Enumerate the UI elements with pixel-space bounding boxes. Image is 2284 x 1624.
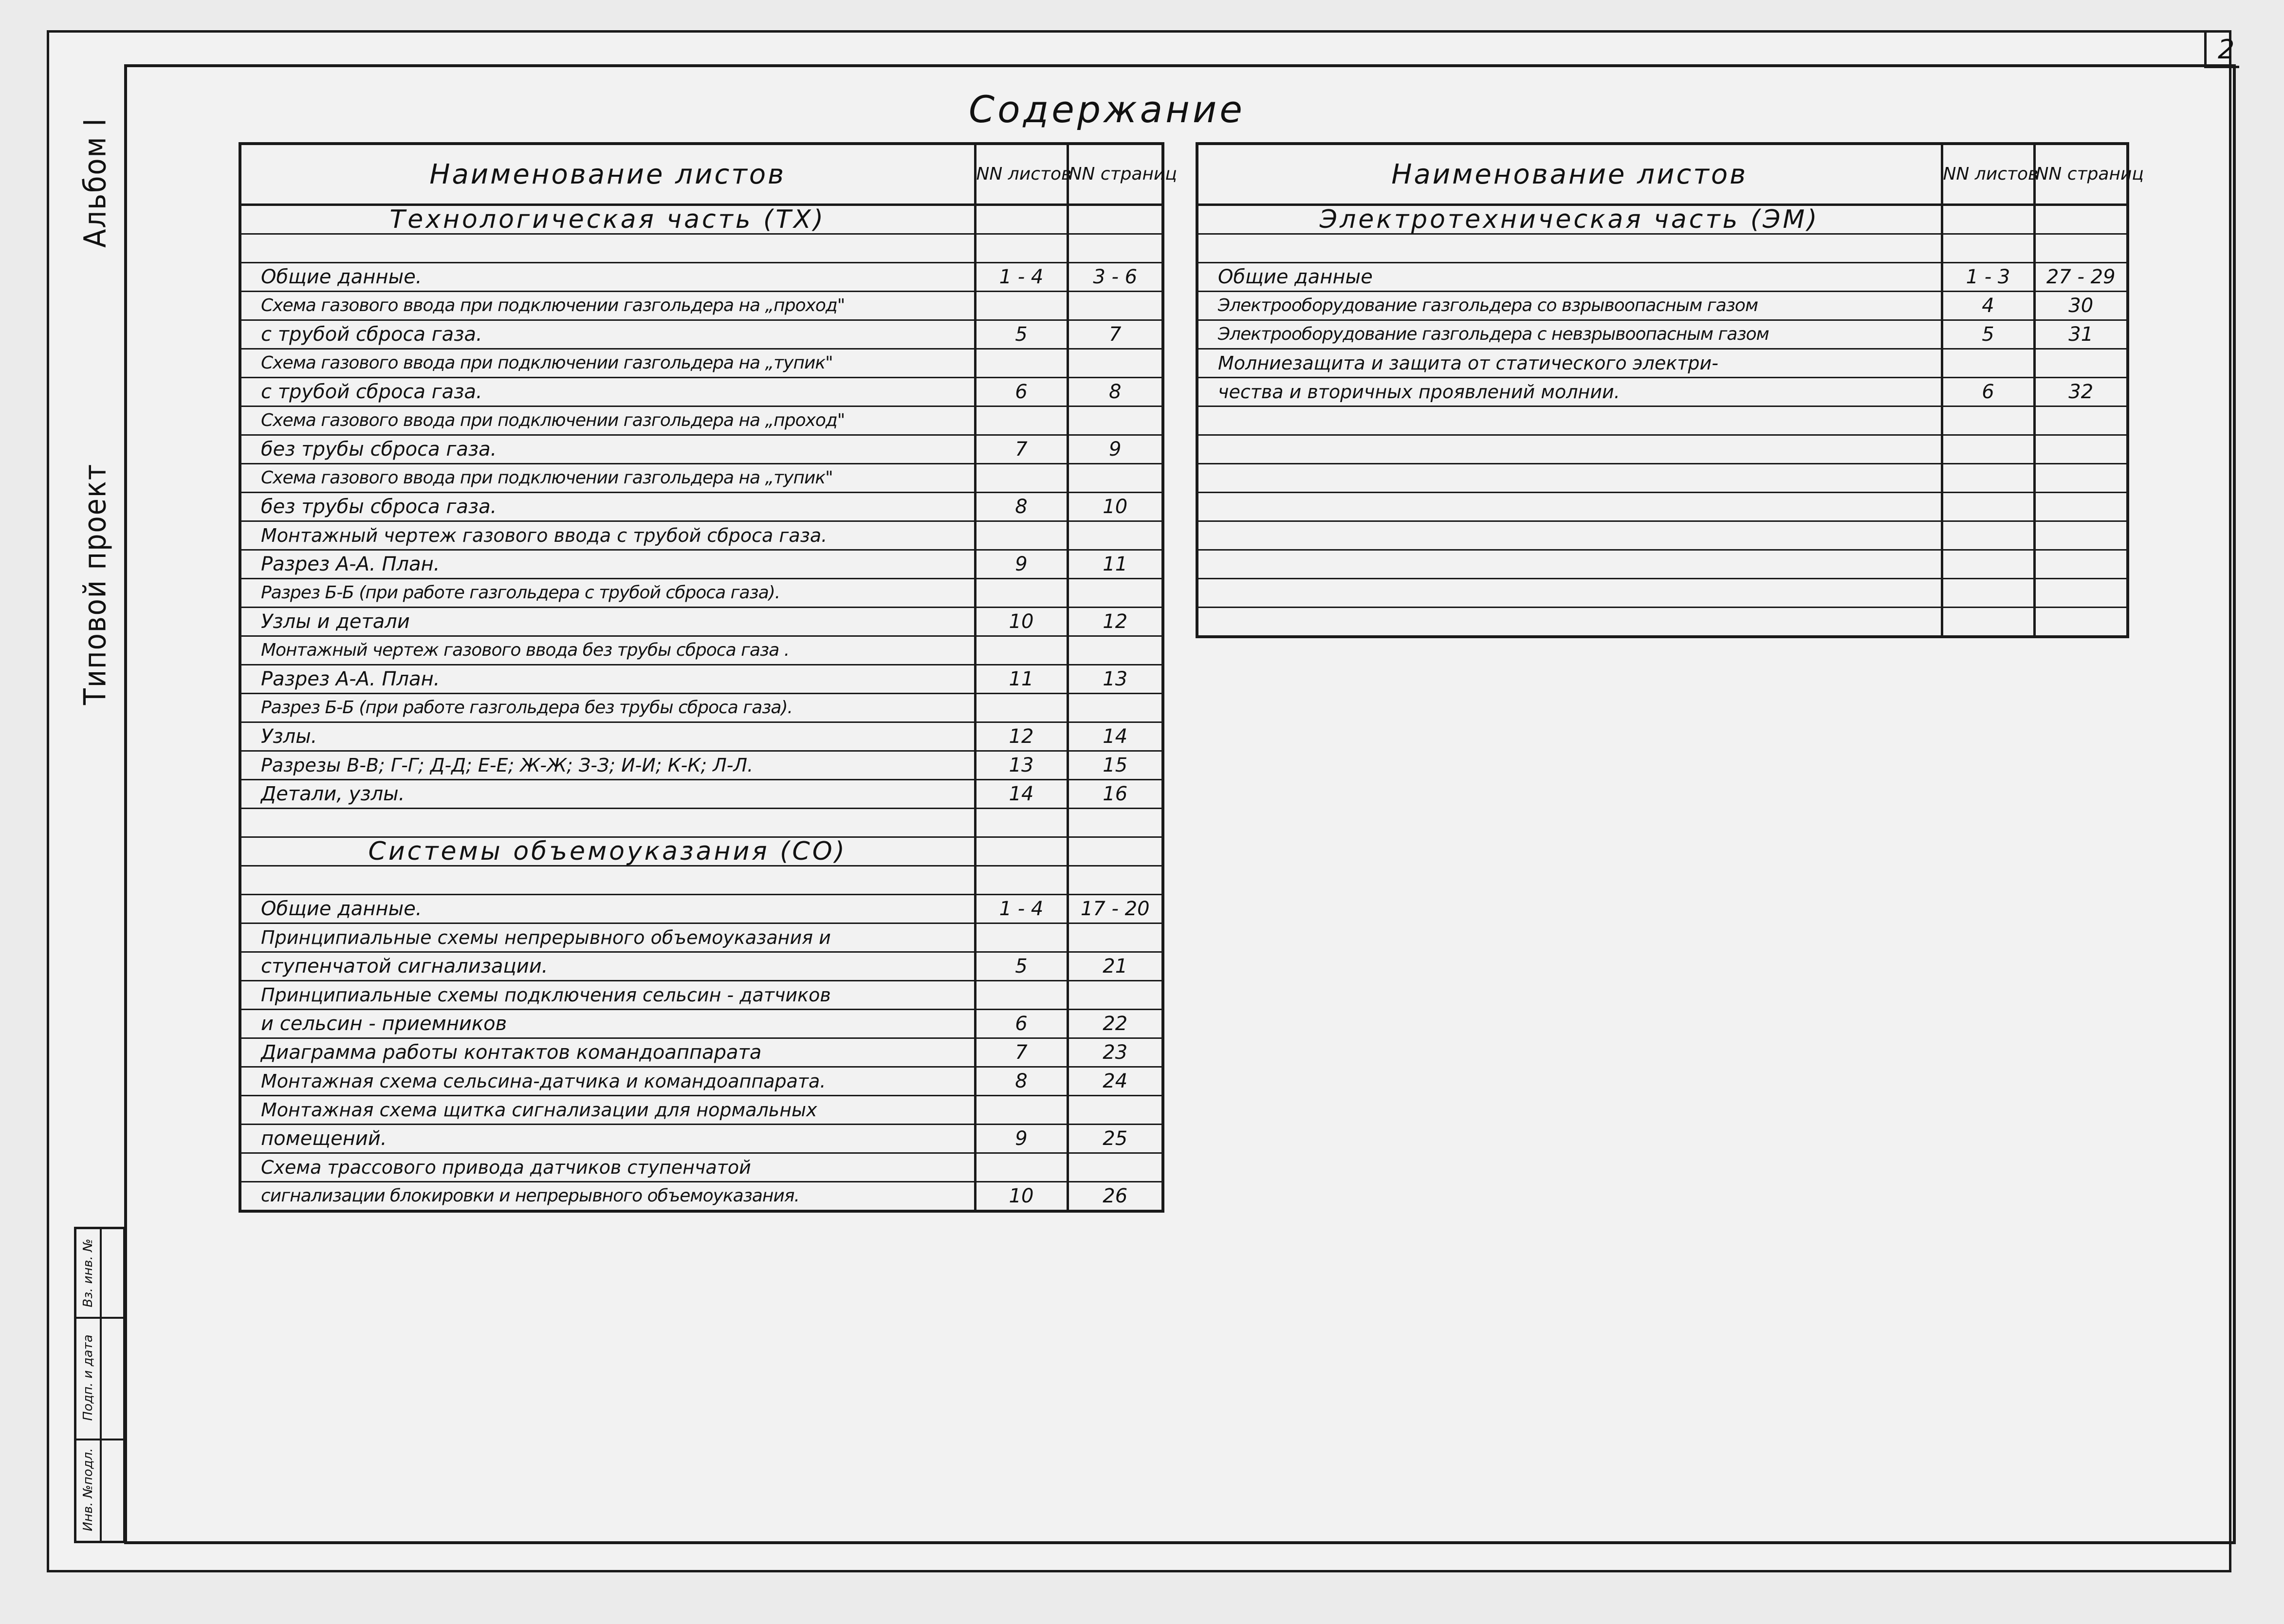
row-sheets: 6 xyxy=(975,1010,1068,1038)
table-row xyxy=(240,1067,1163,1096)
row-sheets xyxy=(1942,579,2034,608)
row-sheets xyxy=(1942,464,2034,493)
table-row xyxy=(240,464,1163,493)
header-name: Наименование листов xyxy=(240,144,975,205)
row-pages: 3 - 6 xyxy=(1068,263,1163,292)
table-row xyxy=(240,378,1163,406)
row-pages xyxy=(2034,435,2128,464)
row-sheets: 7 xyxy=(975,435,1068,464)
row-pages: 12 xyxy=(1068,608,1163,636)
table-row xyxy=(240,292,1163,320)
row-pages xyxy=(2034,406,2128,435)
blank-row xyxy=(1197,579,2128,608)
blank-row xyxy=(1197,550,2128,579)
row-sheets: 8 xyxy=(975,493,1068,521)
row-name xyxy=(1197,550,1942,579)
row-pages xyxy=(1068,292,1163,320)
row-name: без трубы сброса газа. xyxy=(240,435,975,464)
row-pages xyxy=(2034,464,2128,493)
row-sheets xyxy=(975,1096,1068,1125)
row-pages: 27 - 29 xyxy=(2034,263,2128,292)
row-sheets: 5 xyxy=(1942,320,2034,349)
row-pages: 30 xyxy=(2034,292,2128,320)
row-sheets xyxy=(975,809,1068,837)
approval-stamp xyxy=(74,1227,126,1543)
row-name: ступенчатой сигнализации. xyxy=(240,952,975,981)
row-name: Общие данные xyxy=(1197,263,1942,292)
row-name: Технологическая часть (ТХ) xyxy=(240,205,975,234)
blank-row xyxy=(1197,464,2128,493)
row-name: Монтажный чертеж газового ввода с трубой сброса газа. xyxy=(240,521,975,550)
row-sheets: 6 xyxy=(1942,378,2034,406)
stamp-podp-data: Подп. и дата xyxy=(81,1334,95,1421)
row-name: Диаграмма работы контактов командоаппарата xyxy=(240,1038,975,1067)
row-pages xyxy=(1068,234,1163,263)
table-row xyxy=(1197,378,2128,406)
blank-row xyxy=(240,809,1163,837)
row-sheets xyxy=(975,349,1068,378)
row-sheets xyxy=(975,636,1068,665)
row-sheets xyxy=(975,694,1068,722)
side-project-label: Типовой проект xyxy=(77,463,113,705)
row-name: Электрооборудование газгольдера с невзрывоопасным газом xyxy=(1197,320,1942,349)
section-row xyxy=(240,205,1163,234)
row-sheets xyxy=(975,866,1068,895)
row-pages xyxy=(2034,349,2128,378)
row-pages: 22 xyxy=(1068,1010,1163,1038)
row-sheets: 5 xyxy=(975,320,1068,349)
row-sheets: 8 xyxy=(975,1067,1068,1096)
row-pages xyxy=(1068,866,1163,895)
row-name: Схема газового ввода при подключении газгольдера на „проход" xyxy=(240,292,975,320)
row-name: Схема газового ввода при подключении газгольдера на „проход" xyxy=(240,406,975,435)
row-name xyxy=(240,234,975,263)
blank-row xyxy=(1197,234,2128,263)
row-pages xyxy=(1068,1096,1163,1125)
table-row xyxy=(240,521,1163,550)
row-name xyxy=(1197,464,1942,493)
row-sheets xyxy=(1942,493,2034,521)
table-row xyxy=(240,320,1163,349)
row-name: Системы объемоуказания (СО) xyxy=(240,837,975,866)
table-row xyxy=(240,435,1163,464)
row-name: Детали, узлы. xyxy=(240,780,975,809)
row-name xyxy=(1197,579,1942,608)
row-name: Молниезащита и защита от статического электри- xyxy=(1197,349,1942,378)
row-name xyxy=(1197,493,1942,521)
row-pages: 32 xyxy=(2034,378,2128,406)
table-row xyxy=(1197,320,2128,349)
blank-row xyxy=(1197,435,2128,464)
row-sheets: 14 xyxy=(975,780,1068,809)
row-pages: 24 xyxy=(1068,1067,1163,1096)
row-name: и сельсин - приемников xyxy=(240,1010,975,1038)
row-sheets xyxy=(975,406,1068,435)
row-sheets xyxy=(975,292,1068,320)
row-pages xyxy=(2034,608,2128,637)
row-sheets: 6 xyxy=(975,378,1068,406)
row-pages xyxy=(2034,205,2128,234)
row-sheets xyxy=(975,521,1068,550)
row-sheets: 13 xyxy=(975,751,1068,780)
row-sheets xyxy=(1942,608,2034,637)
row-pages xyxy=(2034,579,2128,608)
contents-table-left xyxy=(239,142,1177,1213)
section-row xyxy=(240,837,1163,866)
table-row xyxy=(240,780,1163,809)
row-sheets xyxy=(975,1153,1068,1182)
row-name: Разрез А-А. План. xyxy=(240,665,975,694)
row-sheets xyxy=(1942,435,2034,464)
row-name xyxy=(1197,234,1942,263)
table-row xyxy=(240,263,1163,292)
row-sheets: 9 xyxy=(975,1125,1068,1153)
table-row xyxy=(240,665,1163,694)
row-sheets xyxy=(1942,234,2034,263)
table-row xyxy=(240,406,1163,435)
row-pages: 16 xyxy=(1068,780,1163,809)
row-name xyxy=(1197,608,1942,637)
row-sheets: 11 xyxy=(975,665,1068,694)
table-row xyxy=(1197,263,2128,292)
row-pages: 25 xyxy=(1068,1125,1163,1153)
row-pages: 26 xyxy=(1068,1182,1163,1212)
header-name: Наименование листов xyxy=(1197,144,1942,205)
row-name: Принципиальные схемы непрерывного объемоуказания и xyxy=(240,923,975,952)
row-pages xyxy=(1068,406,1163,435)
row-sheets xyxy=(975,981,1068,1010)
row-name: Общие данные. xyxy=(240,263,975,292)
table-row xyxy=(240,1038,1163,1067)
table-row xyxy=(240,1125,1163,1153)
blank-row xyxy=(240,866,1163,895)
row-sheets xyxy=(1942,521,2034,550)
row-sheets: 1 - 4 xyxy=(975,263,1068,292)
row-name: без трубы сброса газа. xyxy=(240,493,975,521)
row-sheets xyxy=(975,234,1068,263)
row-sheets: 4 xyxy=(1942,292,2034,320)
row-name: Узлы. xyxy=(240,722,975,751)
row-sheets xyxy=(975,205,1068,234)
table-row xyxy=(240,923,1163,952)
table-row xyxy=(240,722,1163,751)
row-pages: 15 xyxy=(1068,751,1163,780)
row-pages: 13 xyxy=(1068,665,1163,694)
row-pages xyxy=(1068,205,1163,234)
row-pages: 17 - 20 xyxy=(1068,895,1163,923)
row-sheets: 12 xyxy=(975,722,1068,751)
row-pages xyxy=(1068,923,1163,952)
blank-row xyxy=(240,234,1163,263)
row-name xyxy=(1197,435,1942,464)
table-header xyxy=(240,144,1163,205)
row-pages: 11 xyxy=(1068,550,1163,579)
table-row xyxy=(240,579,1163,608)
table-row xyxy=(240,694,1163,722)
row-name xyxy=(240,866,975,895)
row-sheets xyxy=(975,579,1068,608)
blank-row xyxy=(1197,493,2128,521)
row-pages: 21 xyxy=(1068,952,1163,981)
section-row xyxy=(1197,205,2128,234)
row-pages: 31 xyxy=(2034,320,2128,349)
row-sheets: 9 xyxy=(975,550,1068,579)
row-pages xyxy=(2034,234,2128,263)
row-pages xyxy=(1068,464,1163,493)
row-sheets: 7 xyxy=(975,1038,1068,1067)
row-name xyxy=(1197,521,1942,550)
row-name: Разрез Б-Б (при работе газгольдера с трубой сброса газа). xyxy=(240,579,975,608)
row-pages xyxy=(1068,837,1163,866)
row-pages: 7 xyxy=(1068,320,1163,349)
blank-row xyxy=(1197,406,2128,435)
row-pages xyxy=(1068,349,1163,378)
row-pages: 23 xyxy=(1068,1038,1163,1067)
table-row xyxy=(240,1096,1163,1125)
blank-row xyxy=(1197,521,2128,550)
table-row xyxy=(240,751,1163,780)
row-pages xyxy=(1068,694,1163,722)
row-name: Монтажная схема щитка сигнализации для нормальных xyxy=(240,1096,975,1125)
page-number: 2 xyxy=(2218,34,2235,65)
table-row xyxy=(240,1010,1163,1038)
row-name: сигнализации блокировки и непрерывного объемоуказания. xyxy=(240,1182,975,1212)
header-pages: NN страниц xyxy=(1068,144,1163,205)
row-name: Схема газового ввода при подключении газгольдера на „тупик" xyxy=(240,349,975,378)
row-sheets: 5 xyxy=(975,952,1068,981)
stamp-vzam-inv: Вз. инв. № xyxy=(81,1238,95,1308)
row-name: помещений. xyxy=(240,1125,975,1153)
row-name xyxy=(1197,406,1942,435)
row-pages: 8 xyxy=(1068,378,1163,406)
table-row xyxy=(240,493,1163,521)
row-sheets: 1 - 3 xyxy=(1942,263,2034,292)
row-sheets: 10 xyxy=(975,1182,1068,1212)
table-row xyxy=(1197,349,2128,378)
row-pages xyxy=(2034,550,2128,579)
row-name: Схема газового ввода при подключении газгольдера на „тупик" xyxy=(240,464,975,493)
table-row xyxy=(240,636,1163,665)
row-pages xyxy=(1068,579,1163,608)
table-row xyxy=(240,895,1163,923)
blank-row xyxy=(1197,608,2128,637)
row-name: Узлы и детали xyxy=(240,608,975,636)
row-sheets xyxy=(1942,349,2034,378)
row-pages xyxy=(1068,636,1163,665)
row-name: Общие данные. xyxy=(240,895,975,923)
row-pages: 9 xyxy=(1068,435,1163,464)
row-name: с трубой сброса газа. xyxy=(240,378,975,406)
row-name: Монтажная схема сельсина-датчика и командоаппарата. xyxy=(240,1067,975,1096)
row-sheets xyxy=(975,837,1068,866)
row-name: Разрез А-А. План. xyxy=(240,550,975,579)
row-pages: 14 xyxy=(1068,722,1163,751)
row-name: Монтажный чертеж газового ввода без трубы сброса газа . xyxy=(240,636,975,665)
row-sheets xyxy=(975,464,1068,493)
table-header xyxy=(1197,144,2128,205)
table-row xyxy=(240,952,1163,981)
row-name: Электротехническая часть (ЭМ) xyxy=(1197,205,1942,234)
table-row xyxy=(1197,292,2128,320)
table-row xyxy=(240,550,1163,579)
row-name: чества и вторичных проявлений молнии. xyxy=(1197,378,1942,406)
header-pages: NN страниц xyxy=(2034,144,2128,205)
row-name: Разрезы В-В; Г-Г; Д-Д; Е-Е; Ж-Ж; З-З; И-И; К-К; Л-Л. xyxy=(240,751,975,780)
table-row xyxy=(240,1182,1163,1212)
row-name: Схема трассового привода датчиков ступенчатой xyxy=(240,1153,975,1182)
stamp-inv-podl: Инв. №подл. xyxy=(81,1448,95,1532)
table-row xyxy=(240,608,1163,636)
table-row xyxy=(240,1153,1163,1182)
row-sheets xyxy=(1942,406,2034,435)
row-pages xyxy=(2034,493,2128,521)
row-pages: 10 xyxy=(1068,493,1163,521)
row-sheets: 10 xyxy=(975,608,1068,636)
contents-table-right xyxy=(1196,142,2144,638)
row-pages xyxy=(2034,521,2128,550)
row-pages xyxy=(1068,809,1163,837)
row-sheets: 1 - 4 xyxy=(975,895,1068,923)
page-title: Содержание xyxy=(969,88,1245,131)
row-name xyxy=(240,809,975,837)
row-name: с трубой сброса газа. xyxy=(240,320,975,349)
row-pages xyxy=(1068,1153,1163,1182)
row-pages xyxy=(1068,981,1163,1010)
header-sheets: NN листов xyxy=(1942,144,2034,205)
row-sheets xyxy=(1942,550,2034,579)
header-sheets: NN листов xyxy=(975,144,1068,205)
row-sheets xyxy=(1942,205,2034,234)
row-name: Электрооборудование газгольдера со взрывоопасным газом xyxy=(1197,292,1942,320)
side-album-label: Альбом I xyxy=(77,117,113,248)
row-name: Разрез Б-Б (при работе газгольдера без трубы сброса газа). xyxy=(240,694,975,722)
table-row xyxy=(240,981,1163,1010)
row-sheets xyxy=(975,923,1068,952)
row-pages xyxy=(1068,521,1163,550)
table-row xyxy=(240,349,1163,378)
row-name: Принципиальные схемы подключения сельсин - датчиков xyxy=(240,981,975,1010)
